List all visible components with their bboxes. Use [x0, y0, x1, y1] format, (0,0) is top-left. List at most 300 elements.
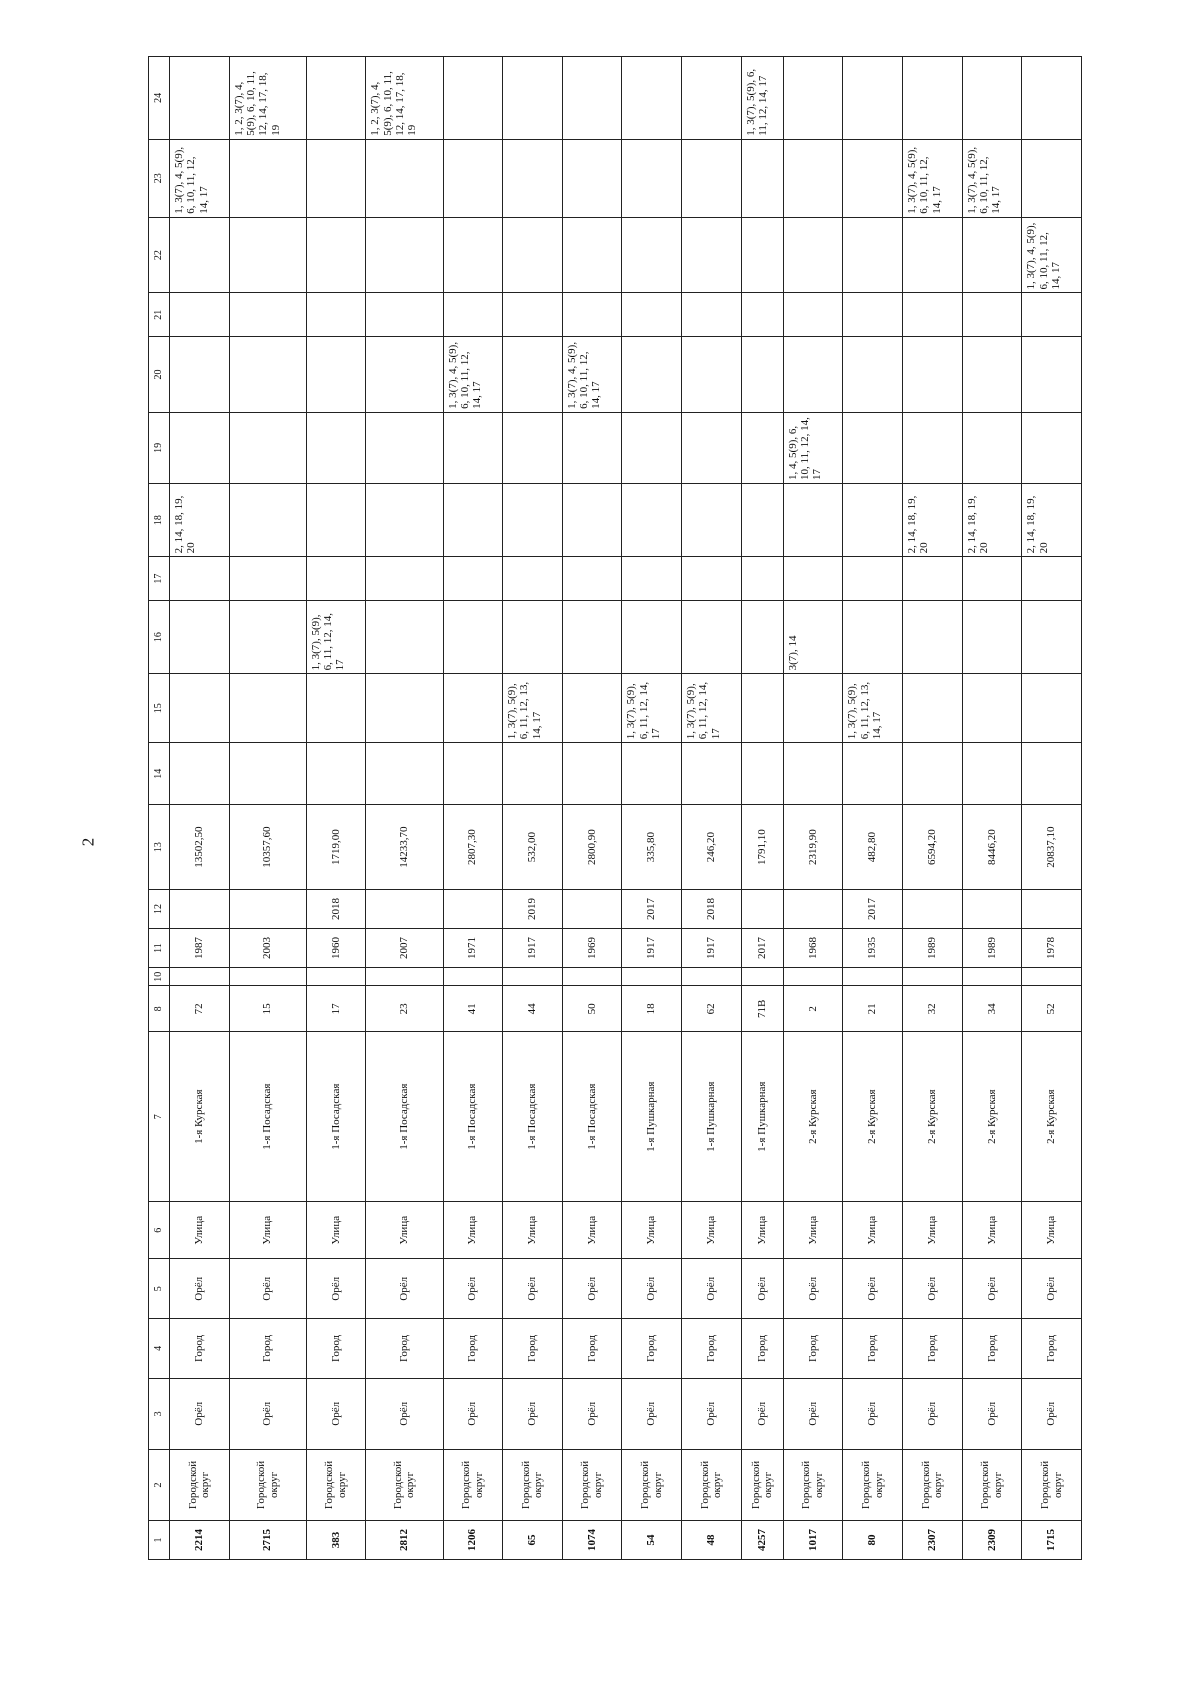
locality-type-cell: Город — [962, 1319, 1022, 1379]
locality-type-cell: Город — [783, 1319, 843, 1379]
column-20-cell — [503, 337, 563, 413]
column-15-cell — [1022, 674, 1082, 743]
column-24-cell — [562, 57, 622, 140]
column-number-header: 5 — [149, 1259, 170, 1319]
municipality-cell: Городской округ — [622, 1449, 682, 1520]
year-repair-cell — [443, 890, 503, 929]
locality-cell: Орёл — [229, 1259, 306, 1319]
column-number-header: 3 — [149, 1378, 170, 1449]
year-built-cell: 1989 — [903, 929, 963, 968]
page-number: 2 — [78, 837, 98, 847]
column-15-cell — [562, 674, 622, 743]
column-19-cell — [306, 412, 366, 483]
street-type-cell: Улица — [741, 1202, 783, 1259]
column-number-header: 4 — [149, 1319, 170, 1379]
column-15-cell — [962, 674, 1022, 743]
column-10-cell — [443, 968, 503, 986]
column-16-cell — [443, 600, 503, 673]
column-24-cell: 1, 2, 3(7), 4, 5(9), 6, 10, 11, 12, 14, 17, 18, 19 — [366, 57, 443, 140]
area-cell: 246,20 — [682, 805, 742, 890]
column-23-cell — [562, 139, 622, 217]
column-14-cell — [622, 743, 682, 805]
column-number-header: 12 — [149, 890, 170, 929]
year-built-cell: 1969 — [562, 929, 622, 968]
column-23-cell — [229, 139, 306, 217]
settlement-cell: Орёл — [170, 1378, 230, 1449]
column-16-cell — [366, 600, 443, 673]
column-19-cell — [741, 412, 783, 483]
street-name-cell: 1-я Пушкарная — [682, 1032, 742, 1202]
locality-cell: Орёл — [443, 1259, 503, 1319]
column-22-cell — [503, 217, 563, 293]
locality-cell: Орёл — [170, 1259, 230, 1319]
column-22-cell — [170, 217, 230, 293]
street-type-cell: Улица — [229, 1202, 306, 1259]
column-18-cell — [843, 483, 903, 556]
locality-type-cell: Город — [503, 1319, 563, 1379]
column-10-cell — [783, 968, 843, 986]
table-row — [741, 57, 783, 1560]
column-23-cell: 1, 3(7), 4, 5(9), 6, 10, 11, 12, 14, 17 — [962, 139, 1022, 217]
column-number-header: 15 — [149, 674, 170, 743]
column-22-cell — [366, 217, 443, 293]
column-16-cell — [1022, 600, 1082, 673]
street-type-cell: Улица — [962, 1202, 1022, 1259]
street-name-cell: 1-я Пушкарная — [741, 1032, 783, 1202]
table-row — [622, 57, 682, 1560]
column-23-cell — [443, 139, 503, 217]
column-number-header: 21 — [149, 293, 170, 337]
year-repair-cell: 2017 — [843, 890, 903, 929]
column-10-cell — [229, 968, 306, 986]
column-17-cell — [503, 557, 563, 601]
column-24-cell: 1, 2, 3(7), 4, 5(9), 6, 10, 11, 12, 14, 17, 18, 19 — [229, 57, 306, 140]
record-id-cell: 1074 — [562, 1521, 622, 1560]
locality-type-cell: Город — [170, 1319, 230, 1379]
record-id-cell: 2812 — [366, 1521, 443, 1560]
column-23-cell — [622, 139, 682, 217]
column-16-cell: 3(7), 14 — [783, 600, 843, 673]
column-number-header: 23 — [149, 139, 170, 217]
locality-cell: Орёл — [903, 1259, 963, 1319]
column-23-cell — [682, 139, 742, 217]
area-cell: 2800,90 — [562, 805, 622, 890]
area-cell: 482,80 — [843, 805, 903, 890]
column-15-cell: 1, 3(7), 5(9), 6, 11, 12, 14, 17 — [682, 674, 742, 743]
street-name-cell: 1-я Посадская — [503, 1032, 563, 1202]
column-21-cell — [843, 293, 903, 337]
street-name-cell: 2-я Курская — [903, 1032, 963, 1202]
house-number-cell: 32 — [903, 986, 963, 1032]
year-repair-cell — [783, 890, 843, 929]
year-repair-cell — [1022, 890, 1082, 929]
column-22-cell — [682, 217, 742, 293]
column-19-cell — [682, 412, 742, 483]
settlement-cell: Орёл — [562, 1378, 622, 1449]
record-id-cell: 1017 — [783, 1521, 843, 1560]
column-number-header: 10 — [149, 968, 170, 986]
column-14-cell — [170, 743, 230, 805]
locality-type-cell: Город — [1022, 1319, 1082, 1379]
year-built-cell: 1987 — [170, 929, 230, 968]
column-16-cell — [503, 600, 563, 673]
year-repair-cell — [962, 890, 1022, 929]
house-number-cell: 18 — [622, 986, 682, 1032]
column-19-cell — [962, 412, 1022, 483]
locality-cell: Орёл — [306, 1259, 366, 1319]
locality-type-cell: Город — [562, 1319, 622, 1379]
column-17-cell — [962, 557, 1022, 601]
column-14-cell — [843, 743, 903, 805]
column-16-cell — [682, 600, 742, 673]
column-18-cell: 2, 14, 18, 19, 20 — [170, 483, 230, 556]
area-cell: 532,00 — [503, 805, 563, 890]
year-built-cell: 1978 — [1022, 929, 1082, 968]
column-10-cell — [306, 968, 366, 986]
year-built-cell: 1968 — [783, 929, 843, 968]
locality-type-cell: Город — [741, 1319, 783, 1379]
column-17-cell — [903, 557, 963, 601]
column-16-cell — [562, 600, 622, 673]
locality-type-cell: Город — [682, 1319, 742, 1379]
column-24-cell — [503, 57, 563, 140]
settlement-cell: Орёл — [366, 1378, 443, 1449]
area-cell: 20837,10 — [1022, 805, 1082, 890]
house-number-cell: 23 — [366, 986, 443, 1032]
year-repair-cell — [903, 890, 963, 929]
column-number-header: 2 — [149, 1449, 170, 1520]
column-number-header: 16 — [149, 600, 170, 673]
column-17-cell — [443, 557, 503, 601]
column-24-cell — [962, 57, 1022, 140]
house-number-cell: 17 — [306, 986, 366, 1032]
municipality-cell: Городской округ — [503, 1449, 563, 1520]
area-cell: 10357,60 — [229, 805, 306, 890]
column-23-cell — [503, 139, 563, 217]
municipality-cell: Городской округ — [443, 1449, 503, 1520]
street-type-cell: Улица — [562, 1202, 622, 1259]
table-row — [783, 57, 843, 1560]
year-repair-cell: 2018 — [682, 890, 742, 929]
record-id-cell: 1715 — [1022, 1521, 1082, 1560]
settlement-cell: Орёл — [962, 1378, 1022, 1449]
house-number-cell: 52 — [1022, 986, 1082, 1032]
street-type-cell: Улица — [443, 1202, 503, 1259]
column-21-cell — [443, 293, 503, 337]
column-20-cell — [306, 337, 366, 413]
column-24-cell — [306, 57, 366, 140]
settlement-cell: Орёл — [229, 1378, 306, 1449]
record-id-cell: 2307 — [903, 1521, 963, 1560]
settlement-cell: Орёл — [783, 1378, 843, 1449]
table-row — [1022, 57, 1082, 1560]
year-repair-cell — [170, 890, 230, 929]
column-21-cell — [366, 293, 443, 337]
column-23-cell: 1, 3(7), 4, 5(9), 6, 10, 11, 12, 14, 17 — [903, 139, 963, 217]
column-15-cell: 1, 3(7), 5(9), 6, 11, 12, 14, 17 — [622, 674, 682, 743]
column-18-cell — [366, 483, 443, 556]
column-19-cell — [170, 412, 230, 483]
column-number-header: 14 — [149, 743, 170, 805]
house-number-cell: 44 — [503, 986, 563, 1032]
municipality-cell: Городской округ — [229, 1449, 306, 1520]
column-10-cell — [903, 968, 963, 986]
column-19-cell — [562, 412, 622, 483]
column-24-cell — [443, 57, 503, 140]
column-number-header: 20 — [149, 337, 170, 413]
street-name-cell: 2-я Курская — [1022, 1032, 1082, 1202]
column-20-cell — [366, 337, 443, 413]
table-row — [366, 57, 443, 1560]
locality-cell: Орёл — [962, 1259, 1022, 1319]
column-21-cell — [622, 293, 682, 337]
register-table-frame — [148, 56, 1082, 1560]
column-14-cell — [783, 743, 843, 805]
column-19-cell — [229, 412, 306, 483]
column-15-cell — [903, 674, 963, 743]
column-17-cell — [366, 557, 443, 601]
column-15-cell: 1, 3(7), 5(9), 6, 11, 12, 13, 14, 17 — [503, 674, 563, 743]
record-id-cell: 1206 — [443, 1521, 503, 1560]
year-repair-cell: 2018 — [306, 890, 366, 929]
house-number-cell: 62 — [682, 986, 742, 1032]
column-19-cell: 1, 4, 5(9), 6, 10, 11, 12, 14, 17 — [783, 412, 843, 483]
year-built-cell: 2003 — [229, 929, 306, 968]
street-type-cell: Улица — [170, 1202, 230, 1259]
column-10-cell — [366, 968, 443, 986]
table-row — [443, 57, 503, 1560]
area-cell: 2807,30 — [443, 805, 503, 890]
settlement-cell: Орёл — [682, 1378, 742, 1449]
municipality-cell: Городской округ — [843, 1449, 903, 1520]
year-built-cell: 2017 — [741, 929, 783, 968]
column-18-cell — [306, 483, 366, 556]
column-15-cell — [170, 674, 230, 743]
column-17-cell — [741, 557, 783, 601]
column-20-cell — [741, 337, 783, 413]
column-24-cell — [903, 57, 963, 140]
column-18-cell — [682, 483, 742, 556]
column-10-cell — [170, 968, 230, 986]
area-cell: 13502,50 — [170, 805, 230, 890]
house-number-cell: 15 — [229, 986, 306, 1032]
locality-cell: Орёл — [843, 1259, 903, 1319]
column-24-cell — [622, 57, 682, 140]
settlement-cell: Орёл — [306, 1378, 366, 1449]
year-repair-cell: 2017 — [622, 890, 682, 929]
record-id-cell: 65 — [503, 1521, 563, 1560]
house-number-cell: 34 — [962, 986, 1022, 1032]
house-number-cell: 71В — [741, 986, 783, 1032]
table-row — [682, 57, 742, 1560]
settlement-cell: Орёл — [503, 1378, 563, 1449]
area-cell: 1719,00 — [306, 805, 366, 890]
column-21-cell — [1022, 293, 1082, 337]
column-14-cell — [366, 743, 443, 805]
column-10-cell — [562, 968, 622, 986]
column-23-cell — [366, 139, 443, 217]
street-type-cell: Улица — [682, 1202, 742, 1259]
column-22-cell — [443, 217, 503, 293]
column-16-cell — [229, 600, 306, 673]
column-15-cell — [741, 674, 783, 743]
street-type-cell: Улица — [843, 1202, 903, 1259]
record-id-cell: 383 — [306, 1521, 366, 1560]
column-number-header: 1 — [149, 1521, 170, 1560]
column-19-cell — [443, 412, 503, 483]
house-number-cell: 21 — [843, 986, 903, 1032]
locality-cell: Орёл — [503, 1259, 563, 1319]
housing-register-table — [148, 56, 1082, 1560]
record-id-cell: 2715 — [229, 1521, 306, 1560]
column-18-cell: 2, 14, 18, 19, 20 — [1022, 483, 1082, 556]
column-22-cell — [962, 217, 1022, 293]
locality-type-cell: Город — [443, 1319, 503, 1379]
municipality-cell: Городской округ — [1022, 1449, 1082, 1520]
column-14-cell — [1022, 743, 1082, 805]
column-18-cell — [622, 483, 682, 556]
column-14-cell — [741, 743, 783, 805]
column-number-header: 11 — [149, 929, 170, 968]
column-20-cell — [783, 337, 843, 413]
column-20-cell: 1, 3(7), 4, 5(9), 6, 10, 11, 12, 14, 17 — [443, 337, 503, 413]
year-built-cell: 2007 — [366, 929, 443, 968]
column-number-header: 22 — [149, 217, 170, 293]
column-10-cell — [843, 968, 903, 986]
column-17-cell — [170, 557, 230, 601]
rotated-page-content — [148, 56, 1082, 1560]
column-15-cell — [306, 674, 366, 743]
settlement-cell: Орёл — [741, 1378, 783, 1449]
column-18-cell — [503, 483, 563, 556]
column-10-cell — [741, 968, 783, 986]
year-built-cell: 1971 — [443, 929, 503, 968]
municipality-cell: Городской округ — [366, 1449, 443, 1520]
area-cell: 335,80 — [622, 805, 682, 890]
locality-type-cell: Город — [366, 1319, 443, 1379]
column-16-cell — [962, 600, 1022, 673]
street-name-cell: 1-я Курская — [170, 1032, 230, 1202]
column-23-cell — [783, 139, 843, 217]
column-24-cell: 1, 3(7), 5(9), 6, 11, 12, 14, 17 — [741, 57, 783, 140]
municipality-cell: Городской округ — [682, 1449, 742, 1520]
column-17-cell — [562, 557, 622, 601]
table-row — [962, 57, 1022, 1560]
street-name-cell: 1-я Посадская — [443, 1032, 503, 1202]
column-15-cell — [366, 674, 443, 743]
house-number-cell: 41 — [443, 986, 503, 1032]
locality-cell: Орёл — [1022, 1259, 1082, 1319]
year-built-cell: 1960 — [306, 929, 366, 968]
house-number-cell: 2 — [783, 986, 843, 1032]
column-17-cell — [306, 557, 366, 601]
settlement-cell: Орёл — [622, 1378, 682, 1449]
column-18-cell: 2, 14, 18, 19, 20 — [962, 483, 1022, 556]
column-20-cell — [682, 337, 742, 413]
column-20-cell — [843, 337, 903, 413]
year-built-cell: 1935 — [843, 929, 903, 968]
column-23-cell: 1, 3(7), 4, 5(9), 6, 10, 11, 12, 14, 17 — [170, 139, 230, 217]
column-18-cell — [562, 483, 622, 556]
column-10-cell — [1022, 968, 1082, 986]
year-built-cell: 1917 — [503, 929, 563, 968]
column-number-header: 24 — [149, 57, 170, 140]
table-row — [229, 57, 306, 1560]
settlement-cell: Орёл — [903, 1378, 963, 1449]
year-built-cell: 1917 — [622, 929, 682, 968]
column-number-header: 19 — [149, 412, 170, 483]
column-16-cell: 1, 3(7), 5(9), 6, 11, 12, 14, 17 — [306, 600, 366, 673]
record-id-cell: 2309 — [962, 1521, 1022, 1560]
column-23-cell — [306, 139, 366, 217]
table-row — [843, 57, 903, 1560]
year-repair-cell — [229, 890, 306, 929]
column-16-cell — [741, 600, 783, 673]
street-type-cell: Улица — [1022, 1202, 1082, 1259]
column-24-cell — [843, 57, 903, 140]
column-22-cell — [306, 217, 366, 293]
area-cell: 1791,10 — [741, 805, 783, 890]
column-21-cell — [741, 293, 783, 337]
municipality-cell: Городской округ — [562, 1449, 622, 1520]
street-type-cell: Улица — [306, 1202, 366, 1259]
locality-type-cell: Город — [229, 1319, 306, 1379]
column-21-cell — [783, 293, 843, 337]
column-15-cell — [783, 674, 843, 743]
column-14-cell — [962, 743, 1022, 805]
column-number-header: 7 — [149, 1032, 170, 1202]
table-row — [306, 57, 366, 1560]
column-22-cell — [783, 217, 843, 293]
table-row — [170, 57, 230, 1560]
column-23-cell — [741, 139, 783, 217]
area-cell: 8446,20 — [962, 805, 1022, 890]
column-15-cell: 1, 3(7), 5(9), 6, 11, 12, 13, 14, 17 — [843, 674, 903, 743]
column-21-cell — [562, 293, 622, 337]
column-14-cell — [562, 743, 622, 805]
column-21-cell — [229, 293, 306, 337]
column-number-header: 18 — [149, 483, 170, 556]
column-19-cell — [366, 412, 443, 483]
column-16-cell — [843, 600, 903, 673]
locality-type-cell: Город — [903, 1319, 963, 1379]
column-14-cell — [229, 743, 306, 805]
street-name-cell: 1-я Пушкарная — [622, 1032, 682, 1202]
record-id-cell: 2214 — [170, 1521, 230, 1560]
table-body — [170, 57, 1082, 1560]
locality-type-cell: Город — [622, 1319, 682, 1379]
column-17-cell — [229, 557, 306, 601]
column-20-cell — [962, 337, 1022, 413]
column-24-cell — [170, 57, 230, 140]
column-18-cell — [443, 483, 503, 556]
locality-cell: Орёл — [366, 1259, 443, 1319]
column-19-cell — [622, 412, 682, 483]
column-number-header: 8 — [149, 986, 170, 1032]
table-row — [503, 57, 563, 1560]
area-cell: 2319,90 — [783, 805, 843, 890]
settlement-cell: Орёл — [443, 1378, 503, 1449]
column-10-cell — [622, 968, 682, 986]
record-id-cell: 80 — [843, 1521, 903, 1560]
record-id-cell: 4257 — [741, 1521, 783, 1560]
column-14-cell — [306, 743, 366, 805]
record-id-cell: 54 — [622, 1521, 682, 1560]
column-20-cell — [903, 337, 963, 413]
year-built-cell: 1989 — [962, 929, 1022, 968]
street-name-cell: 2-я Курская — [962, 1032, 1022, 1202]
column-24-cell — [682, 57, 742, 140]
